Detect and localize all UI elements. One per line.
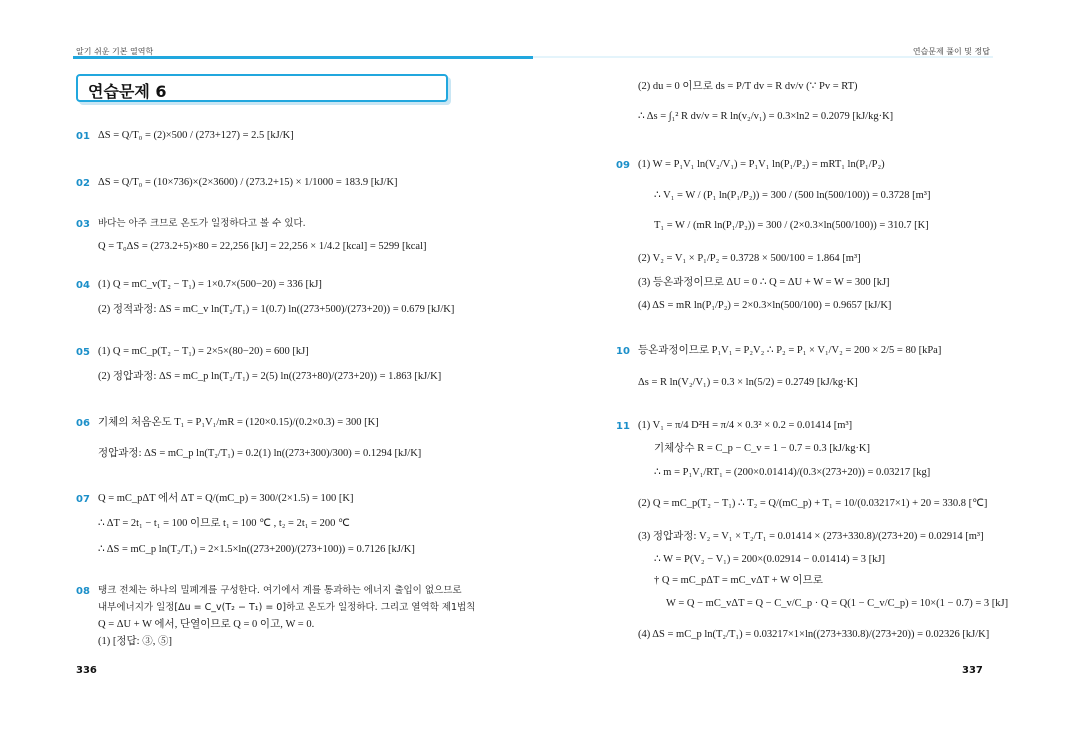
solution-line: (2) 정적과정: ΔS = mC_v ln(T₂/T₁) = 1(0.7) ln((273+500)/(273+20)) = 0.679 [kJ/K] bbox=[98, 304, 455, 315]
problem-number: 03 bbox=[76, 219, 90, 230]
solution-line: (3) 등온과정이므로 ΔU = 0 ∴ Q = ΔU + W = W = 300 [kJ] bbox=[638, 277, 890, 288]
page-number-left: 336 bbox=[76, 665, 97, 676]
solution-line: (4) ΔS = mC_p ln(T₂/T₁) = 0.03217×1×ln((273+330.8)/(273+20)) = 0.02326 [kJ/K] bbox=[638, 629, 990, 640]
solution-line: ∴ Δs = ∫₁² R dv/v = R ln(v₂/v₁) = 0.3×ln2 = 0.2079 [kJ/kg·K] bbox=[638, 111, 894, 122]
solution-line bbox=[98, 217, 306, 231]
problem-number: 04 bbox=[76, 280, 90, 291]
solution-line: ∴ W = P(V₂ − V₁) = 200×(0.02914 − 0.01414) = 3 [kJ] bbox=[654, 554, 885, 565]
solution-line: Q = T₀ΔS = (273.2+5)×80 = 22,256 [kJ] = 22,256 × 1/4.2 [kcal] = 5299 [kcal] bbox=[98, 241, 427, 252]
solution-line: (1) Q = mC_p(T₂ − T₁) = 2×5×(80−20) = 600 [kJ] bbox=[98, 346, 309, 357]
running-header-left: 알기 쉬운 기본 열역학 bbox=[76, 47, 154, 56]
problem-number: 02 bbox=[76, 178, 90, 189]
solution-line: 등온과정이므로 P₁V₁ = P₂V₂ ∴ P₂ = P₁ × V₁/V₂ = 200 × 2/5 = 80 [kPa] bbox=[638, 345, 942, 356]
problem-number: 01 bbox=[76, 131, 90, 142]
solution-line: † Q = mC_pΔT = mC_vΔT + W 이므로 bbox=[654, 575, 823, 586]
solution-text: 바다는 아주 크므로 온도가 일정하다고 볼 수 있다. bbox=[98, 218, 306, 229]
problem-number: 05 bbox=[76, 347, 90, 358]
solution-text: 내부에너지가 일정[Δu = C_v(T₂ − T₁) = 0]하고 온도가 일정하다. 그리고 열역학 제1법칙 bbox=[98, 602, 476, 613]
problem-number: 09 bbox=[616, 160, 630, 171]
section-title: 연습문제 6 bbox=[88, 82, 167, 101]
solution-line: 정압과정: ΔS = mC_p ln(T₂/T₁) = 0.2(1) ln((273+300)/300) = 0.1294 [kJ/K] bbox=[98, 448, 422, 459]
solution-line bbox=[98, 601, 475, 615]
solution-line: (3) 정압과정: V₂ = V₁ × T₂/T₁ = 0.01414 × (273+330.8)/(273+20) = 0.02914 [m³] bbox=[638, 531, 984, 542]
solution-line: (2) V₂ = V₁ × P₁/P₂ = 0.3728 × 500/100 = 1.864 [m³] bbox=[638, 253, 861, 264]
problem-number: 06 bbox=[76, 418, 90, 429]
solution-line: (1) V₁ = π/4 D²H = π/4 × 0.3² × 0.2 = 0.01414 [m³] bbox=[638, 420, 853, 431]
solution-line: (1) [정답: ③, ⑤] bbox=[98, 636, 172, 647]
solution-line: (1) W = P₁V₁ ln(V₂/V₁) = P₁V₁ ln(P₁/P₂) = mRT₁ ln(P₁/P₂) bbox=[638, 159, 885, 170]
solution-text: 탱크 전체는 하나의 밀폐계를 구성한다. 여기에서 계를 통과하는 에너지 출입이 없으므로 bbox=[98, 585, 462, 596]
solution-line: ΔS = Q/T₀ = (10×736)×(2×3600) / (273.2+15) × 1/1000 = 183.9 [kJ/K] bbox=[98, 177, 398, 188]
problem-number: 11 bbox=[616, 421, 630, 432]
solution-line: (1) Q = mC_v(T₂ − T₁) = 1×0.7×(500−20) = 336 [kJ] bbox=[98, 279, 322, 290]
page-number-right: 337 bbox=[962, 665, 983, 676]
solution-line: ∴ m = P₁V₁/RT₁ = (200×0.01414)/(0.3×(273+20)) = 0.03217 [kg] bbox=[654, 467, 931, 478]
problem-number: 08 bbox=[76, 586, 90, 597]
solution-line bbox=[98, 584, 462, 598]
running-header-right: 연습문제 풀이 및 정답 bbox=[912, 47, 990, 56]
solution-line: (2) du = 0 이므로 ds = P/T dv = R dv/v (∵ Pv = RT) bbox=[638, 81, 858, 92]
header-rule-left bbox=[73, 56, 533, 59]
solution-line: Q = mC_pΔT 에서 ΔT = Q/(mC_p) = 300/(2×1.5) = 100 [K] bbox=[98, 493, 354, 504]
solution-line: (2) Q = mC_p(T₂ − T₁) ∴ T₂ = Q/(mC_p) + T₁ = 10/(0.03217×1) + 20 = 330.8 [℃] bbox=[638, 498, 988, 509]
solution-line: 기체의 처음온도 T₁ = P₁V₁/mR = (120×0.15)/(0.2×0.3) = 300 [K] bbox=[98, 417, 379, 428]
solution-line: ∴ ΔS = mC_p ln(T₂/T₁) = 2×1.5×ln((273+200)/(273+100)) = 0.7126 [kJ/K] bbox=[98, 544, 415, 555]
problem-number: 10 bbox=[616, 346, 630, 357]
section-title-box bbox=[76, 74, 448, 102]
solution-line: W = Q − mC_vΔT = Q − C_v/C_p · Q = Q(1 − C_v/C_p) = 10×(1 − 0.7) = 3 [kJ] bbox=[666, 598, 1009, 609]
problem-number: 07 bbox=[76, 494, 90, 505]
solution-line: (4) ΔS = mR ln(P₁/P₂) = 2×0.3×ln(500/100) = 0.9657 [kJ/K] bbox=[638, 300, 892, 311]
solution-line: ∴ V₁ = W / (P₁ ln(P₁/P₂)) = 300 / (500 ln(500/100)) = 0.3728 [m³] bbox=[654, 190, 931, 201]
solution-line: (2) 정압과정: ΔS = mC_p ln(T₂/T₁) = 2(5) ln((273+80)/(273+20)) = 1.863 [kJ/K] bbox=[98, 371, 442, 382]
solution-line: T₁ = W / (mR ln(P₁/P₂)) = 300 / (2×0.3×ln(500/100)) = 310.7 [K] bbox=[654, 220, 929, 231]
solution-line: Δs = R ln(V₂/V₁) = 0.3 × ln(5/2) = 0.2749 [kJ/kg·K] bbox=[638, 377, 858, 388]
solution-line: 기체상수 R = C_p − C_v = 1 − 0.7 = 0.3 [kJ/kg·K] bbox=[654, 443, 871, 454]
solution-line: Q = ΔU + W 에서, 단열이므로 Q = 0 이고, W = 0. bbox=[98, 619, 315, 630]
solution-line: ∴ ΔT = 2t₁ − t₁ = 100 이므로 t₁ = 100 ℃ , t₂ = 2t₁ = 200 ℃ bbox=[98, 518, 350, 529]
header-rule-right bbox=[533, 56, 993, 58]
solution-line: ΔS = Q/T₀ = (2)×500 / (273+127) = 2.5 [kJ/K] bbox=[98, 130, 294, 141]
